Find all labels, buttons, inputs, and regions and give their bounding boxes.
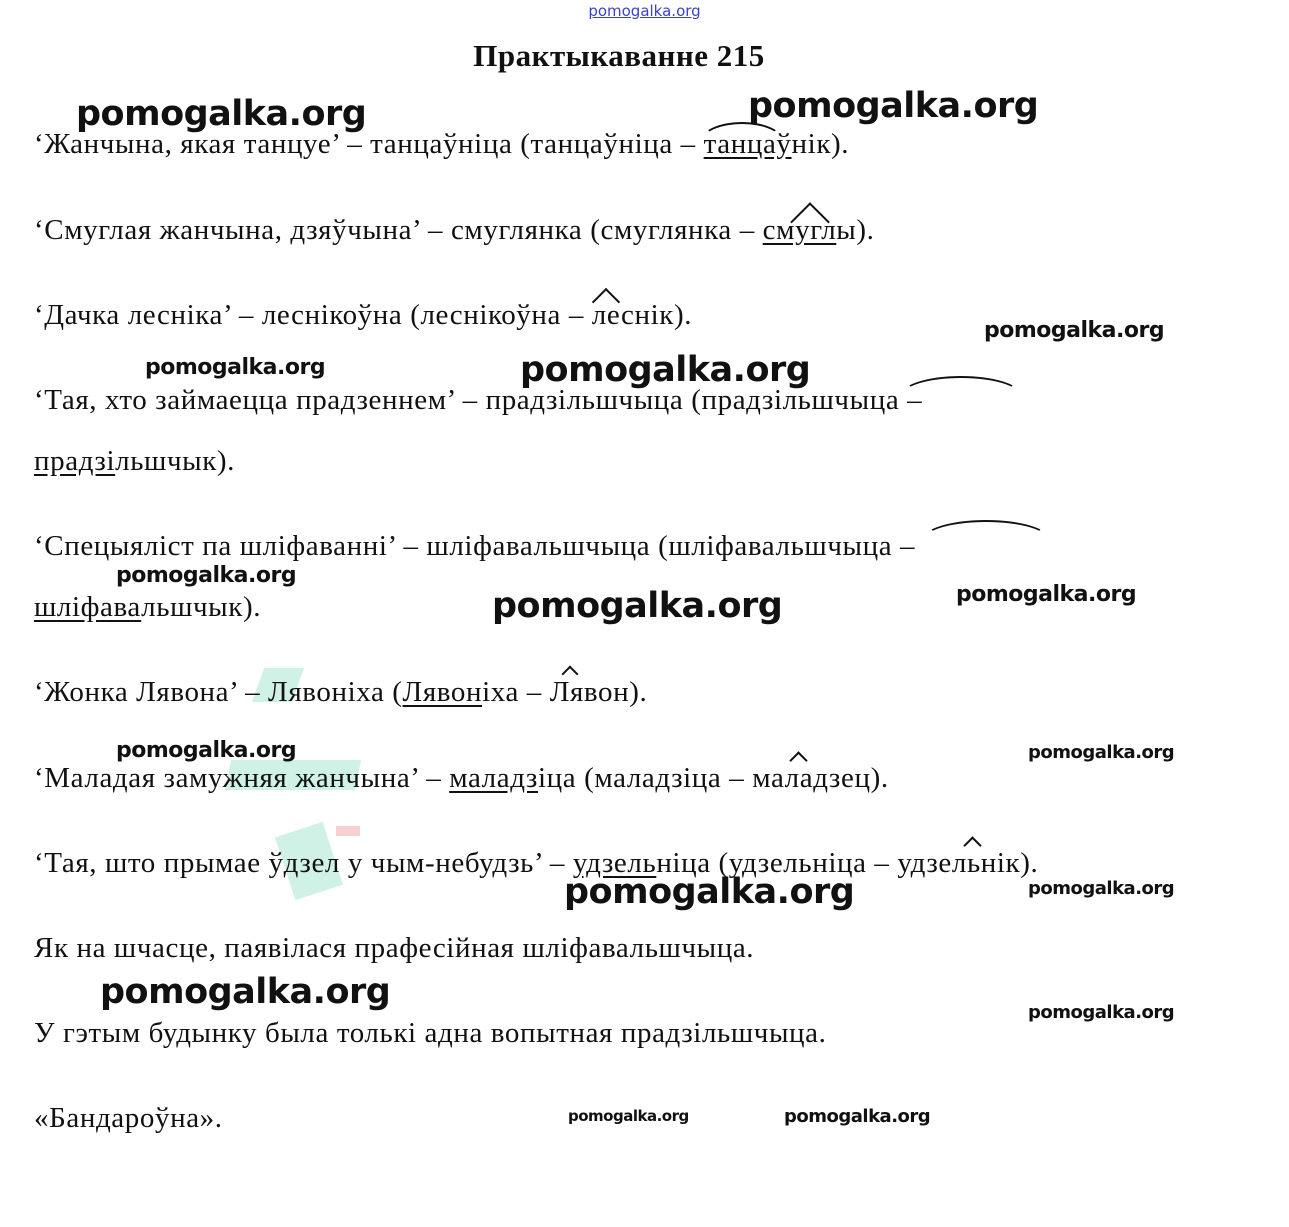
watermark: pomogalka.org (748, 86, 1039, 126)
watermark: pomogalka.org (116, 738, 297, 763)
watermark: pomogalka.org (956, 582, 1137, 607)
watermark: pomogalka.org (1028, 878, 1175, 899)
text-line: ‘Жонка Лявона’ – Лявоніха (Лявоніха – Лявон). (34, 676, 648, 708)
watermark: pomogalka.org (116, 563, 297, 588)
watermark: pomogalka.org (145, 355, 326, 380)
text-line: ‘Тая, што прымае ўдзел у чым-небудзь’ – удзельніца (удзельніца – удзельнік). (34, 847, 1039, 879)
suffix-arc (922, 520, 1050, 540)
highlight-mark (336, 826, 360, 836)
text-line: У гэтым будынку была толькі адна вопытная прадзільшчыца. (34, 1017, 827, 1049)
text-line: прадзільшчык). (34, 445, 236, 477)
text-line: ‘Спецыяліст па шліфаванні’ – шліфавальшчыца (шліфавальшчыца – (34, 530, 916, 562)
watermark: pomogalka.org (520, 350, 811, 390)
text-line: шліфавальшчык). (34, 591, 262, 623)
text-line: Як на шчасце, паявілася прафесійная шліфавальшчыца. (34, 932, 755, 964)
text-line: ‘Дачка лесніка’ – леснікоўна (леснікоўна – леснік). (34, 299, 693, 331)
page-title: Практыкаванне 215 (473, 38, 765, 73)
text-line: ‘Маладая замужняя жанчына’ – маладзіца (маладзіца – маладзец). (34, 762, 889, 794)
text-line: ‘Жанчына, якая танцуе’ – танцаўніца (танцаўніца – танцаўнік). (34, 128, 850, 160)
watermark: pomogalka.org (564, 872, 855, 912)
watermark: pomogalka.org (784, 1106, 931, 1127)
watermark: pomogalka.org (100, 972, 391, 1012)
text-line: ‘Смуглая жанчына, дзяўчына’ – смуглянка (смуглянка – смуглы). (34, 214, 875, 246)
watermark: pomogalka.org (1028, 742, 1175, 763)
watermark: pomogalka.org (1028, 1002, 1175, 1023)
watermark: pomogalka.org (76, 94, 367, 134)
suffix-arc (900, 376, 1022, 396)
text-line: «Бандароўна». (34, 1102, 223, 1134)
site-link[interactable]: pomogalka.org (588, 2, 701, 20)
watermark: pomogalka.org (984, 318, 1165, 343)
text-line: ‘Тая, хто займаецца прадзеннем’ – прадзільшчыца (прадзільшчыца – (34, 384, 923, 416)
watermark: pomogalka.org (492, 586, 783, 626)
watermark: pomogalka.org (568, 1107, 689, 1125)
